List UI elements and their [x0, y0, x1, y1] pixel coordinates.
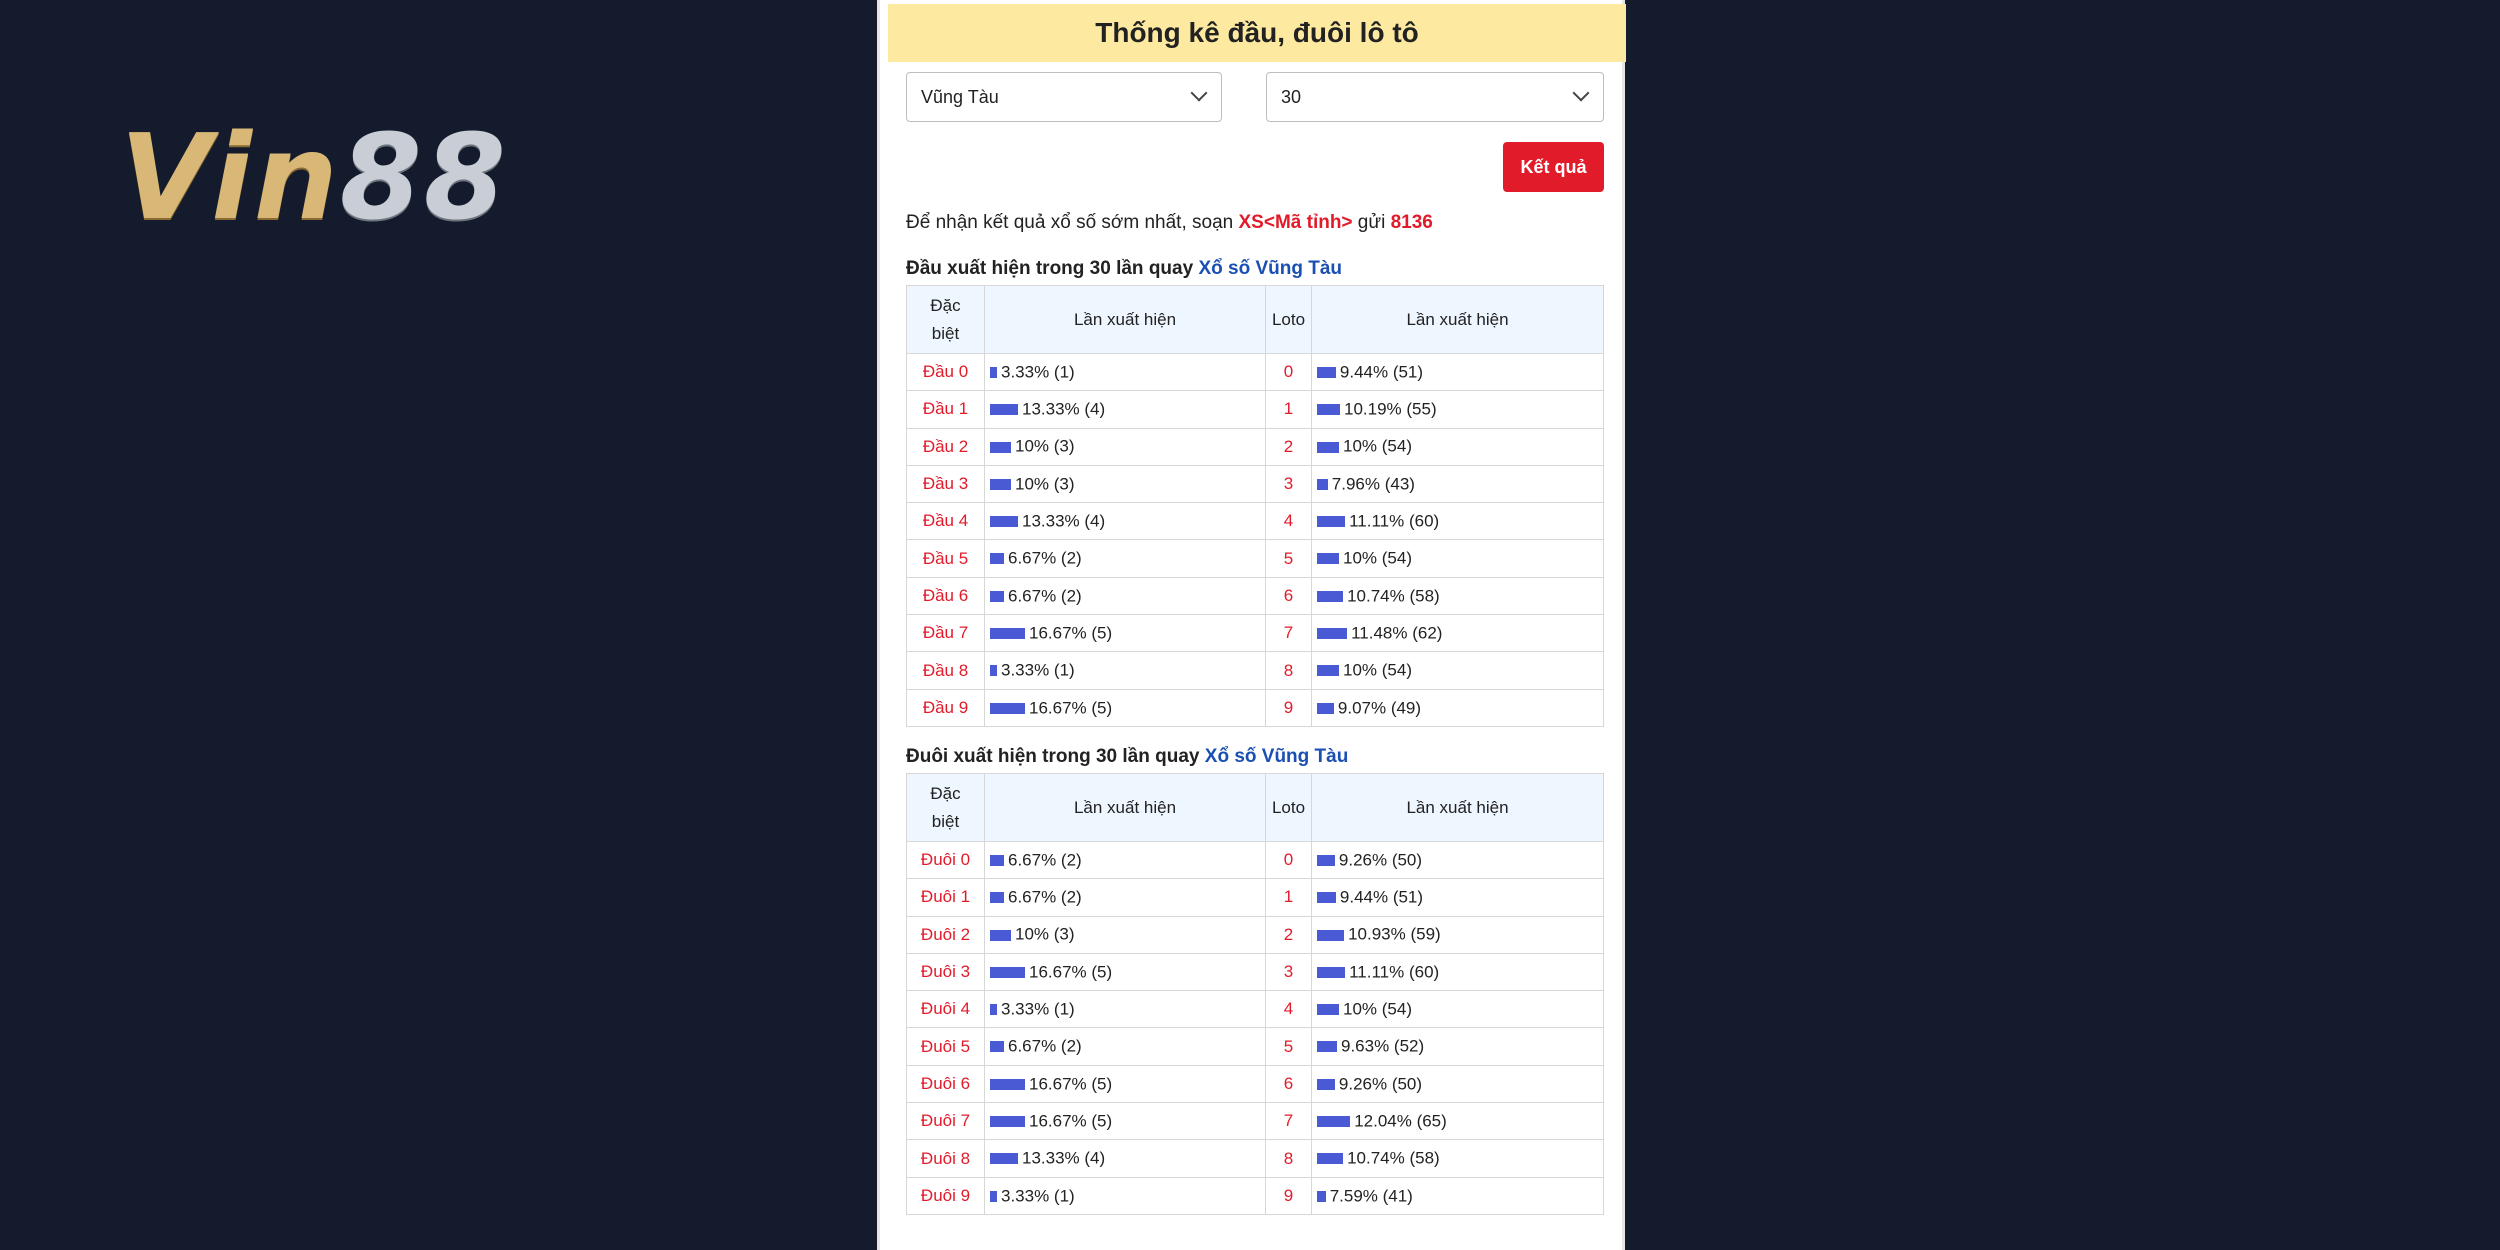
loto-value: 10% (54) — [1343, 660, 1412, 680]
loto-cell — [1312, 842, 1604, 879]
table-row — [907, 652, 1604, 689]
table-row — [907, 540, 1604, 577]
vin88-logo — [120, 108, 508, 246]
loto-number: 0 — [1266, 842, 1312, 879]
table-row — [907, 1103, 1604, 1140]
notice-number: 8136 — [1390, 212, 1433, 233]
special-cell — [985, 354, 1266, 391]
loto-cell — [1312, 689, 1604, 726]
header-special: Đặc biệt — [907, 286, 985, 354]
special-bar — [990, 516, 1018, 527]
loto-cell — [1312, 615, 1604, 652]
table-row — [907, 391, 1604, 428]
table-row — [907, 577, 1604, 614]
loto-number: 3 — [1266, 953, 1312, 990]
special-cell — [985, 465, 1266, 502]
loto-bar — [1317, 591, 1343, 602]
loto-number: 6 — [1266, 1065, 1312, 1102]
special-value: 10% (3) — [1015, 925, 1075, 944]
special-bar — [990, 628, 1025, 639]
special-cell — [985, 428, 1266, 465]
loto-cell — [1312, 991, 1604, 1028]
loto-bar — [1317, 930, 1344, 941]
count-select-value: 30 — [1281, 86, 1302, 107]
special-bar — [990, 1004, 997, 1015]
loto-cell — [1312, 503, 1604, 540]
special-bar — [990, 1153, 1018, 1164]
special-bar — [990, 591, 1004, 602]
loto-cell — [1312, 1028, 1604, 1065]
special-value: 13.33% (4) — [1022, 1148, 1106, 1168]
loto-value: 11.11% (60) — [1349, 511, 1440, 531]
row-label: Đuôi 4 — [907, 991, 985, 1028]
duoi-title-link[interactable]: Xổ số Vũng Tàu — [1204, 746, 1349, 767]
loto-number: 6 — [1266, 577, 1312, 614]
dau-section-title — [906, 258, 1342, 280]
special-bar — [990, 404, 1018, 415]
loto-bar — [1317, 1004, 1339, 1015]
loto-bar — [1317, 665, 1339, 676]
loto-number: 1 — [1266, 391, 1312, 428]
special-value: 13.33% (4) — [1022, 511, 1106, 531]
loto-number: 1 — [1266, 879, 1312, 916]
loto-bar — [1317, 479, 1328, 490]
loto-cell — [1312, 1177, 1604, 1214]
loto-cell — [1312, 354, 1604, 391]
table-row — [907, 1065, 1604, 1102]
loto-value: 9.26% (50) — [1338, 850, 1423, 870]
table-row — [907, 953, 1604, 990]
loto-number: 7 — [1266, 1103, 1312, 1140]
loto-number: 3 — [1266, 465, 1312, 502]
loto-value: 10% (54) — [1343, 437, 1412, 456]
loto-cell — [1312, 391, 1604, 428]
special-value: 3.33% (1) — [1001, 660, 1075, 680]
loto-value: 11.11% (60) — [1349, 962, 1440, 982]
notice-prefix: Để nhận kết quả xổ số sớm nhất, soạn — [906, 212, 1239, 233]
special-cell — [985, 879, 1266, 916]
row-label: Đầu 3 — [907, 465, 985, 502]
loto-cell — [1312, 879, 1604, 916]
loto-bar — [1317, 892, 1336, 903]
loto-cell — [1312, 577, 1604, 614]
table-row — [907, 1177, 1604, 1214]
row-label: Đầu 4 — [907, 503, 985, 540]
table-row — [907, 1140, 1604, 1177]
special-bar — [990, 1116, 1025, 1127]
special-value: 3.33% (1) — [1001, 362, 1075, 382]
table-row — [907, 842, 1604, 879]
special-cell — [985, 842, 1266, 879]
loto-number: 8 — [1266, 652, 1312, 689]
loto-value: 10.74% (58) — [1347, 1148, 1440, 1168]
header-occurrences: Lần xuất hiện — [1312, 286, 1604, 354]
notice-code: XS<Mã tỉnh> — [1238, 212, 1353, 233]
loto-value: 9.26% (50) — [1338, 1074, 1423, 1094]
row-label: Đuôi 1 — [907, 879, 985, 916]
special-value: 13.33% (4) — [1022, 399, 1106, 419]
loto-cell — [1312, 1103, 1604, 1140]
loto-value: 9.44% (51) — [1339, 887, 1424, 907]
special-value: 6.67% (2) — [1008, 850, 1082, 870]
table-row — [907, 991, 1604, 1028]
table-row — [907, 354, 1604, 391]
loto-bar — [1317, 404, 1340, 415]
special-bar — [990, 703, 1025, 714]
special-bar — [990, 1191, 997, 1202]
loto-value: 7.96% (43) — [1331, 474, 1415, 494]
loto-number: 4 — [1266, 503, 1312, 540]
loto-number: 7 — [1266, 615, 1312, 652]
loto-bar — [1317, 1191, 1326, 1202]
special-cell — [985, 652, 1266, 689]
loto-cell — [1312, 652, 1604, 689]
loto-bar — [1317, 967, 1345, 978]
special-bar — [990, 442, 1011, 453]
loto-cell — [1312, 953, 1604, 990]
table-row — [907, 615, 1604, 652]
row-label: Đuôi 3 — [907, 953, 985, 990]
special-bar — [990, 967, 1025, 978]
header-occurrences: Lần xuất hiện — [1312, 774, 1604, 842]
loto-cell — [1312, 1065, 1604, 1102]
table-row — [907, 916, 1604, 953]
loto-value: 9.44% (51) — [1339, 362, 1424, 382]
loto-number: 8 — [1266, 1140, 1312, 1177]
special-bar — [990, 1079, 1025, 1090]
special-bar — [990, 930, 1011, 941]
special-bar — [990, 553, 1004, 564]
table-row — [907, 689, 1604, 726]
loto-bar — [1317, 1041, 1337, 1052]
loto-value: 7.59% (41) — [1329, 1186, 1413, 1206]
special-cell — [985, 1028, 1266, 1065]
loto-cell — [1312, 916, 1604, 953]
loto-number: 4 — [1266, 991, 1312, 1028]
row-label: Đầu 6 — [907, 577, 985, 614]
special-cell — [985, 916, 1266, 953]
table-row — [907, 1028, 1604, 1065]
stats-panel — [877, 0, 1625, 1250]
special-bar — [990, 1041, 1004, 1052]
loto-bar — [1317, 703, 1334, 714]
duoi-table — [906, 773, 1604, 1215]
special-cell — [985, 991, 1266, 1028]
loto-value: 10% (54) — [1343, 548, 1412, 568]
row-label: Đầu 9 — [907, 689, 985, 726]
dau-title-prefix: Đầu xuất hiện trong 30 lần quay — [906, 258, 1199, 279]
loto-number: 9 — [1266, 1177, 1312, 1214]
special-bar — [990, 892, 1004, 903]
special-cell — [985, 577, 1266, 614]
loto-cell — [1312, 428, 1604, 465]
row-label: Đuôi 0 — [907, 842, 985, 879]
row-label: Đuôi 6 — [907, 1065, 985, 1102]
special-value: 6.67% (2) — [1008, 1036, 1082, 1056]
row-label: Đuôi 9 — [907, 1177, 985, 1214]
special-cell — [985, 540, 1266, 577]
sms-notice — [906, 212, 1433, 234]
loto-number: 5 — [1266, 1028, 1312, 1065]
loto-bar — [1317, 553, 1339, 564]
row-label: Đuôi 7 — [907, 1103, 985, 1140]
special-bar — [990, 367, 997, 378]
dau-table — [906, 285, 1604, 727]
province-select[interactable] — [906, 72, 1222, 122]
special-bar — [990, 855, 1004, 866]
row-label: Đầu 2 — [907, 428, 985, 465]
special-value: 16.67% (5) — [1029, 1111, 1113, 1131]
loto-number: 0 — [1266, 354, 1312, 391]
loto-value: 9.63% (52) — [1341, 1036, 1425, 1056]
special-cell — [985, 391, 1266, 428]
chevron-down-icon — [1573, 85, 1590, 102]
header-occurrences: Lần xuất hiện — [985, 286, 1266, 354]
special-value: 3.33% (1) — [1001, 999, 1075, 1019]
row-label: Đầu 7 — [907, 615, 985, 652]
loto-value: 10% (54) — [1343, 999, 1412, 1019]
special-bar — [990, 665, 997, 676]
row-label: Đuôi 2 — [907, 916, 985, 953]
special-value: 16.67% (5) — [1029, 698, 1113, 718]
loto-bar — [1317, 1079, 1335, 1090]
special-cell — [985, 503, 1266, 540]
special-value: 6.67% (2) — [1008, 548, 1082, 568]
special-value: 10% (3) — [1015, 474, 1075, 494]
loto-number: 5 — [1266, 540, 1312, 577]
loto-bar — [1317, 367, 1336, 378]
count-select[interactable] — [1266, 72, 1604, 122]
row-label: Đuôi 5 — [907, 1028, 985, 1065]
special-cell — [985, 1065, 1266, 1102]
special-value: 16.67% (5) — [1029, 623, 1113, 643]
loto-bar — [1317, 855, 1335, 866]
special-cell — [985, 615, 1266, 652]
loto-cell — [1312, 540, 1604, 577]
logo-text-88: 88 — [339, 108, 508, 246]
dau-title-link[interactable]: Xổ số Vũng Tàu — [1198, 258, 1343, 279]
loto-bar — [1317, 1116, 1350, 1127]
special-cell — [985, 689, 1266, 726]
duoi-title-prefix: Đuôi xuất hiện trong 30 lần quay — [906, 746, 1205, 767]
page-title: Thống kê đầu, đuôi lô tô — [888, 4, 1626, 62]
row-label: Đuôi 8 — [907, 1140, 985, 1177]
loto-value: 10.74% (58) — [1347, 586, 1440, 606]
loto-value: 10.19% (55) — [1344, 399, 1437, 419]
logo-text-vin: Vin — [120, 108, 340, 246]
special-cell — [985, 1103, 1266, 1140]
loto-cell — [1312, 465, 1604, 502]
special-cell — [985, 1140, 1266, 1177]
special-value: 3.33% (1) — [1001, 1186, 1075, 1206]
special-value: 6.67% (2) — [1008, 887, 1082, 907]
special-value: 10% (3) — [1015, 437, 1075, 456]
loto-number: 9 — [1266, 689, 1312, 726]
row-label: Đầu 5 — [907, 540, 985, 577]
table-row — [907, 428, 1604, 465]
loto-bar — [1317, 516, 1345, 527]
chevron-down-icon — [1191, 85, 1208, 102]
loto-value: 12.04% (65) — [1354, 1111, 1447, 1131]
notice-middle: gửi — [1352, 212, 1391, 233]
loto-bar — [1317, 442, 1339, 453]
special-value: 16.67% (5) — [1029, 1074, 1113, 1094]
duoi-section-title — [906, 746, 1348, 768]
special-value: 16.67% (5) — [1029, 962, 1113, 982]
table-row — [907, 503, 1604, 540]
loto-value: 9.07% (49) — [1337, 698, 1422, 718]
row-label: Đầu 8 — [907, 652, 985, 689]
special-value: 6.67% (2) — [1008, 586, 1082, 606]
special-bar — [990, 479, 1011, 490]
header-loto: Loto — [1266, 774, 1312, 842]
loto-value: 10.93% (59) — [1348, 925, 1441, 944]
loto-number: 2 — [1266, 916, 1312, 953]
special-cell — [985, 953, 1266, 990]
province-select-value: Vũng Tàu — [921, 86, 999, 107]
header-special: Đặc biệt — [907, 774, 985, 842]
result-button[interactable]: Kết quả — [1503, 142, 1604, 192]
loto-value: 11.48% (62) — [1351, 623, 1443, 643]
header-loto: Loto — [1266, 286, 1312, 354]
row-label: Đầu 1 — [907, 391, 985, 428]
special-cell — [985, 1177, 1266, 1214]
loto-bar — [1317, 628, 1347, 639]
loto-bar — [1317, 1153, 1343, 1164]
loto-cell — [1312, 1140, 1604, 1177]
header-occurrences: Lần xuất hiện — [985, 774, 1266, 842]
table-row — [907, 465, 1604, 502]
row-label: Đầu 0 — [907, 354, 985, 391]
table-row — [907, 879, 1604, 916]
loto-number: 2 — [1266, 428, 1312, 465]
